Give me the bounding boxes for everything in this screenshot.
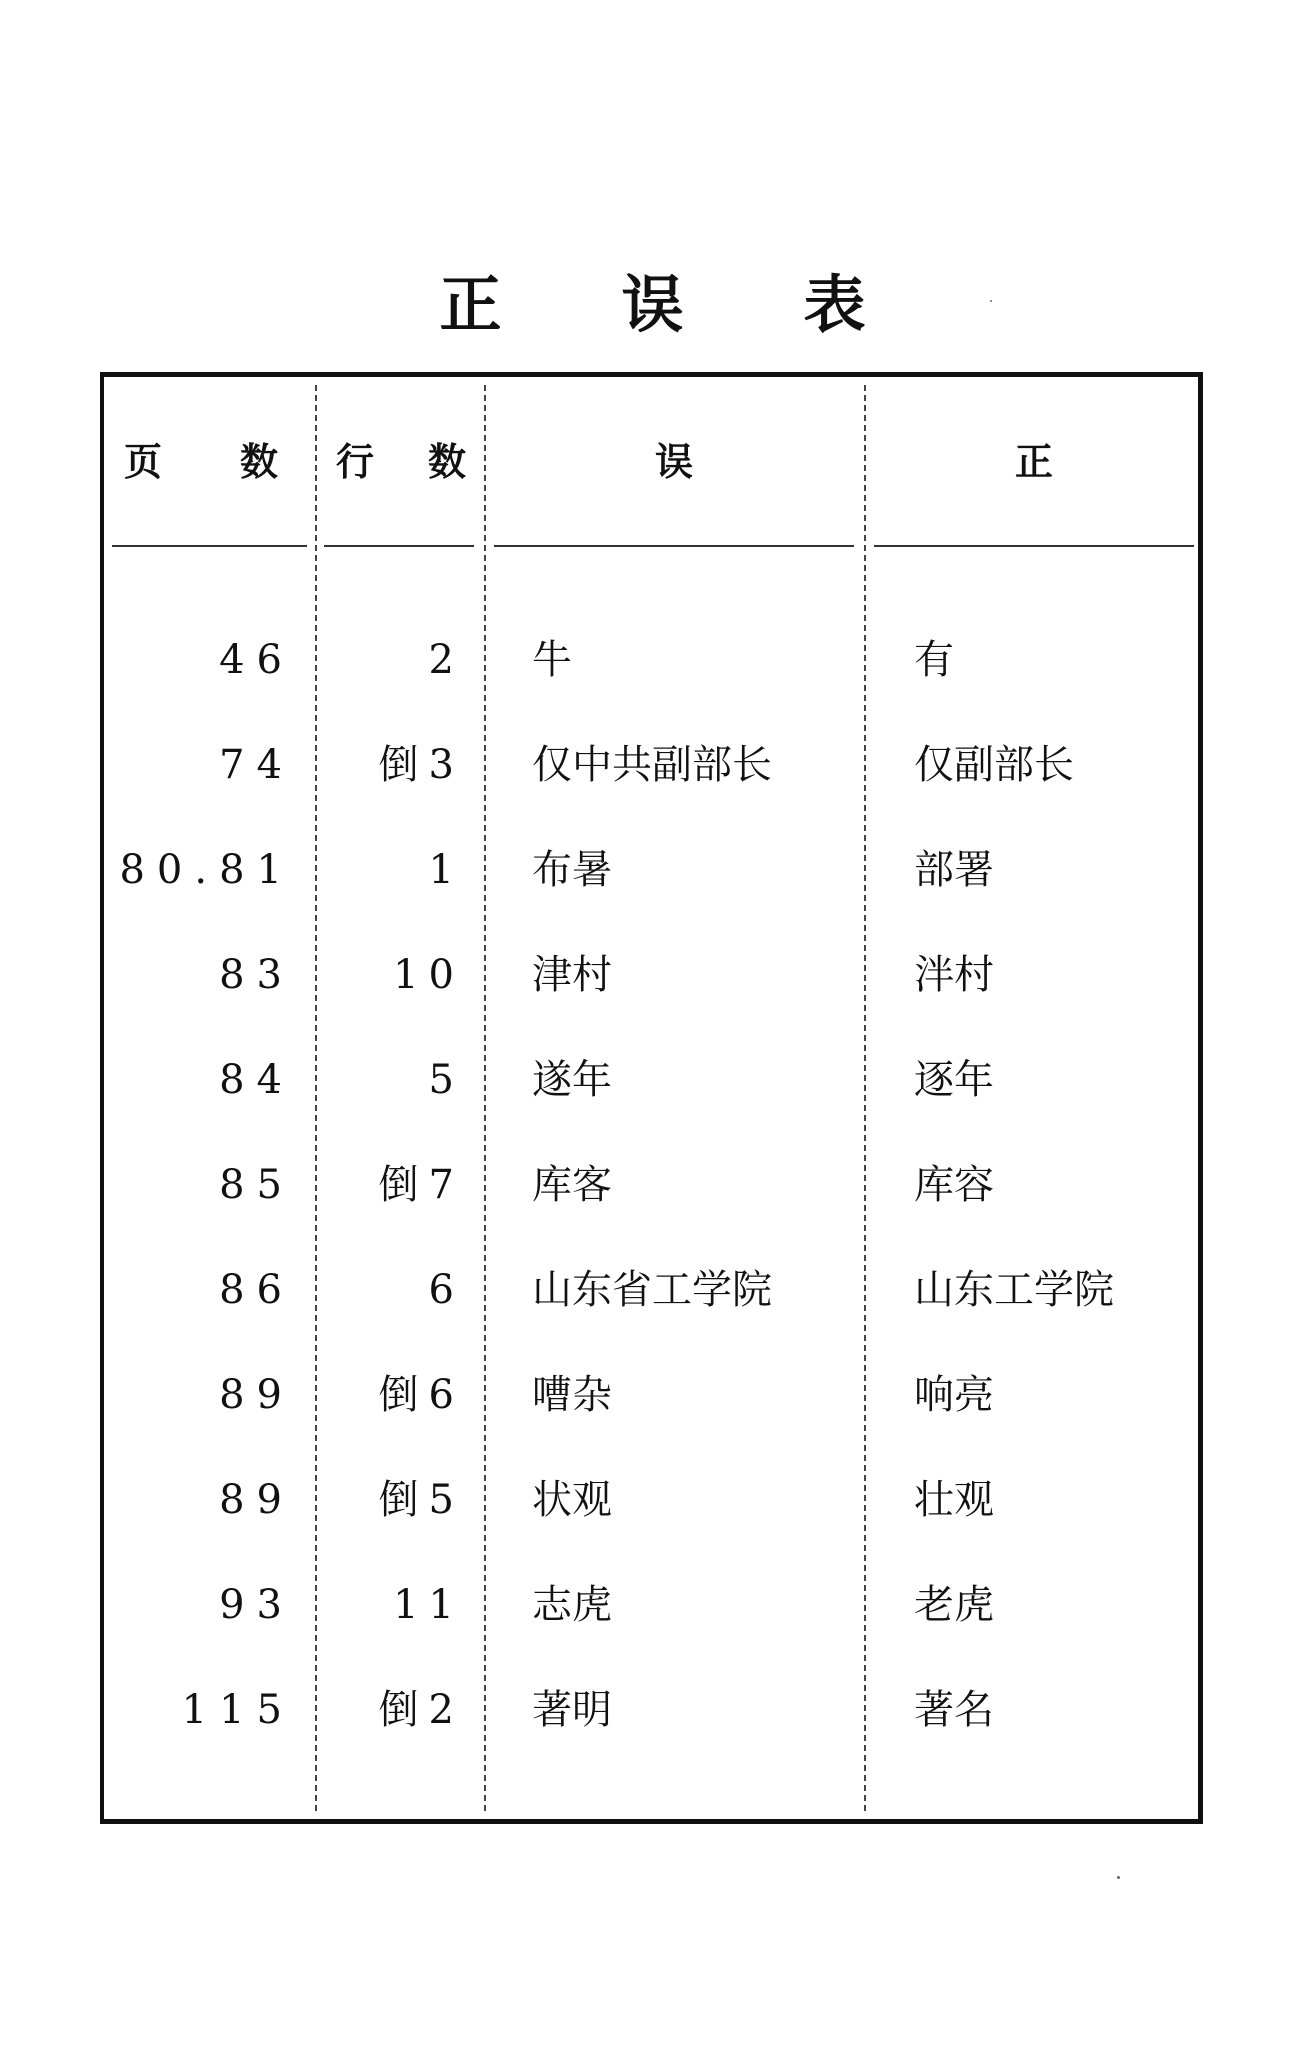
- table-row: [104, 1260, 1198, 1320]
- table-row: [104, 1050, 1198, 1110]
- correct-text-cell: 库容: [914, 1162, 994, 1208]
- line-number-cell: 6: [428, 1267, 464, 1313]
- speck-mark: [1117, 1876, 1120, 1879]
- wrong-text-cell: 遂年: [532, 1057, 612, 1103]
- page-number-cell: 74: [219, 742, 294, 788]
- line-number-cell: 5: [428, 1057, 464, 1103]
- page-number-cell: 80.81: [119, 847, 294, 893]
- errata-table: [100, 372, 1203, 1824]
- page-number-cell: 46: [219, 637, 294, 683]
- header-wrong: 误: [654, 439, 693, 484]
- table-row: [104, 735, 1198, 795]
- correct-text-cell: 泮村: [914, 952, 994, 998]
- correct-text-cell: 仅副部长: [914, 742, 1074, 788]
- page-number-cell: 93: [219, 1582, 294, 1628]
- line-number-cell: 11: [393, 1582, 464, 1628]
- page-title: 正误表: [439, 268, 986, 341]
- correct-text-cell: 老虎: [914, 1582, 994, 1628]
- table-row: [104, 1155, 1198, 1215]
- table-row: [104, 630, 1198, 690]
- correct-text-cell: 著名: [914, 1687, 994, 1733]
- line-number-cell: 倒6: [378, 1372, 464, 1418]
- line-number-cell: 倒3: [378, 742, 464, 788]
- header-right: 正: [1014, 439, 1053, 484]
- line-number-cell: 2: [428, 637, 464, 683]
- header-rule-wrong: [494, 545, 854, 547]
- line-number-cell: 10: [393, 952, 464, 998]
- wrong-text-cell: 状观: [532, 1477, 612, 1523]
- wrong-text-cell: 牛: [532, 637, 572, 683]
- header-rule-right: [874, 545, 1194, 547]
- correct-text-cell: 响亮: [914, 1372, 994, 1418]
- wrong-text-cell: 山东省工学院: [532, 1267, 772, 1313]
- wrong-text-cell: 志虎: [532, 1582, 612, 1628]
- table-row: [104, 1680, 1198, 1740]
- table-row: [104, 945, 1198, 1005]
- table-row: [104, 840, 1198, 900]
- table-row: [104, 1575, 1198, 1635]
- header-rule-page: [112, 545, 307, 547]
- wrong-text-cell: 库客: [532, 1162, 612, 1208]
- speck-mark: [990, 300, 992, 302]
- header-page: 页 数: [124, 439, 299, 484]
- table-row: [104, 1470, 1198, 1530]
- wrong-text-cell: 津村: [532, 952, 612, 998]
- page-number-cell: 89: [219, 1477, 294, 1523]
- wrong-text-cell: 嘈杂: [532, 1372, 612, 1418]
- header-line: 行 数: [336, 439, 475, 484]
- wrong-text-cell: 著明: [532, 1687, 612, 1733]
- line-number-cell: 倒5: [378, 1477, 464, 1523]
- correct-text-cell: 有: [914, 637, 954, 683]
- page-number-cell: 89: [219, 1372, 294, 1418]
- page-number-cell: 83: [219, 952, 294, 998]
- page-number-cell: 84: [219, 1057, 294, 1103]
- correct-text-cell: 部署: [914, 847, 994, 893]
- wrong-text-cell: 布暑: [532, 847, 612, 893]
- correct-text-cell: 壮观: [914, 1477, 994, 1523]
- line-number-cell: 倒2: [378, 1687, 464, 1733]
- correct-text-cell: 山东工学院: [914, 1267, 1114, 1313]
- correct-text-cell: 逐年: [914, 1057, 994, 1103]
- page-number-cell: 86: [219, 1267, 294, 1313]
- wrong-text-cell: 仅中共副部长: [532, 742, 772, 788]
- line-number-cell: 倒7: [378, 1162, 464, 1208]
- table-row: [104, 1365, 1198, 1425]
- header-rule-line: [324, 545, 474, 547]
- page-number-cell: 115: [181, 1687, 294, 1733]
- page-number-cell: 85: [219, 1162, 294, 1208]
- line-number-cell: 1: [428, 847, 464, 893]
